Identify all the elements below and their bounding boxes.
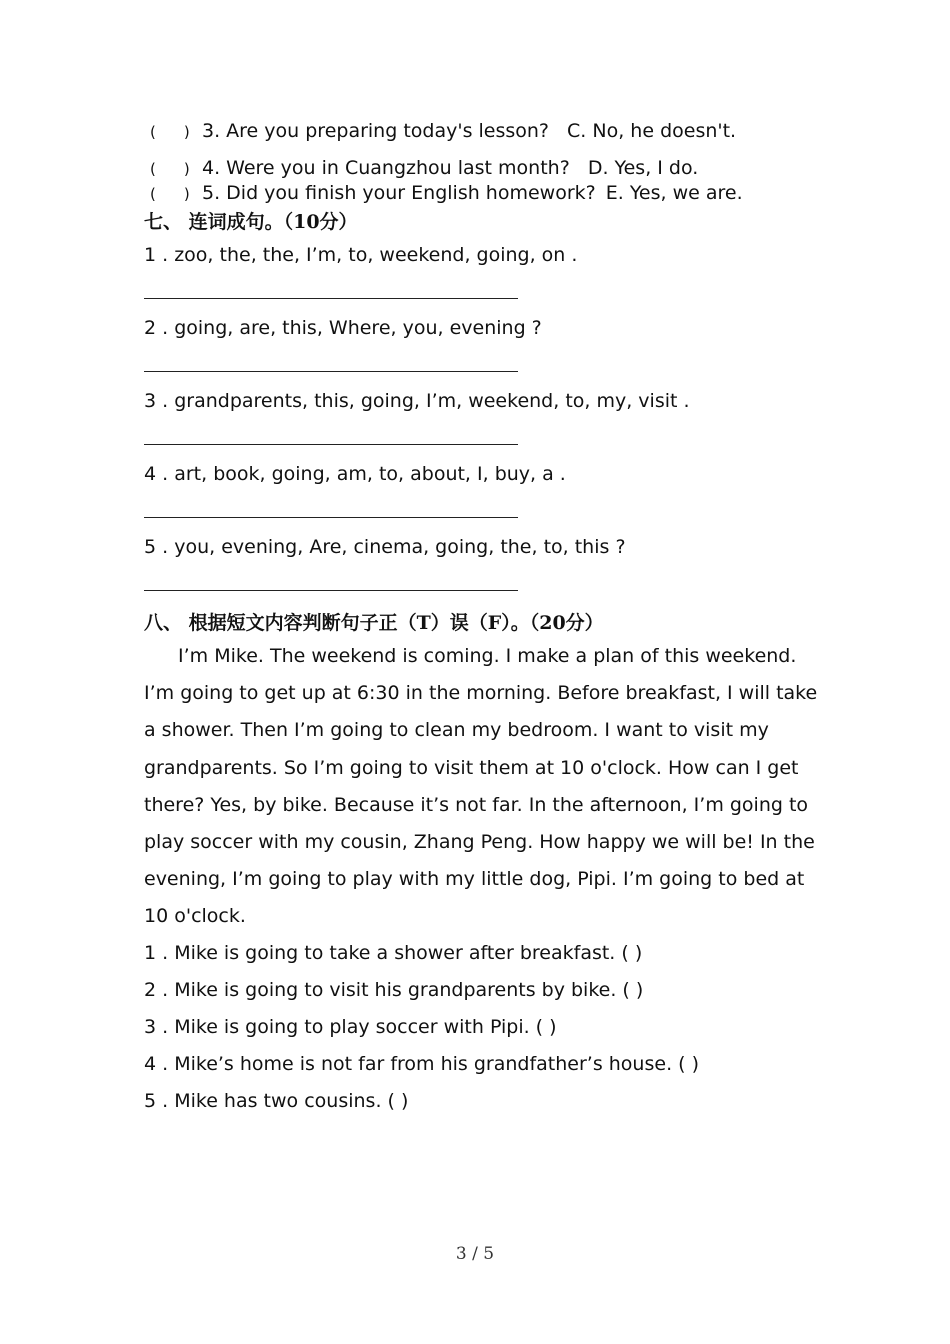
tf-question-3: 3 . Mike is going to play soccer with Pipi. ( ): [144, 1016, 557, 1038]
answer-line-5[interactable]: [144, 590, 518, 591]
matching-item-4: [150, 157, 698, 179]
matching-question: 5. Did you finish your English homework?: [202, 182, 596, 204]
reading-passage: I’m Mike. The weekend is coming. I make a plan of this weekend. I’m going to get up at 6:30 in the morning. Before breakfast, I will take a shower. Then I’m going to clean my bedroom. I want to visit my grandparents. So I’m going to visit them at 10 o'clock. How can I get there? Yes, by bike. Because it’s not far. In the afternoon, I’m going to play soccer with my cousin, Zhang Peng. How happy we will be! In the evening, I’m going to play with my little dog, Pipi. I’m going to bed at 10 o'clock.: [144, 645, 818, 928]
section-7-title: 七、 连词成句。（10分）: [144, 211, 358, 233]
answer-blank[interactable]: ( ): [150, 123, 190, 141]
matching-answer: E. Yes, we are.: [605, 182, 743, 204]
matching-answer: D. Yes, I do.: [587, 157, 699, 179]
answer-line-2[interactable]: [144, 371, 518, 372]
matching-answer: C. No, he doesn't.: [567, 120, 737, 142]
matching-question: 4. Were you in Cuangzhou last month?: [202, 157, 570, 179]
tf-question-1: 1 . Mike is going to take a shower after breakfast. ( ): [144, 942, 643, 964]
answer-blank[interactable]: ( ): [150, 160, 190, 178]
reorder-item-4: 4 . art, book, going, am, to, about, I, buy, a .: [144, 463, 566, 485]
reorder-item-3: 3 . grandparents, this, going, I’m, weekend, to, my, visit .: [144, 390, 690, 412]
tf-question-2: 2 . Mike is going to visit his grandparents by bike. ( ): [144, 979, 644, 1001]
reorder-item-5: 5 . you, evening, Are, cinema, going, the, to, this ?: [144, 536, 626, 558]
tf-question-4: 4 . Mike’s home is not far from his grandfather’s house. ( ): [144, 1053, 700, 1075]
matching-item-5: [150, 182, 743, 204]
page-number: 3 / 5: [455, 1244, 495, 1264]
answer-line-1[interactable]: [144, 298, 518, 299]
matching-item-3: [150, 120, 736, 142]
tf-question-5: 5 . Mike has two cousins. ( ): [144, 1090, 409, 1112]
answer-blank[interactable]: ( ): [150, 185, 190, 203]
reorder-item-2: 2 . going, are, this, Where, you, evening ?: [144, 317, 542, 339]
section-8-title: 八、 根据短文内容判断句子正（T）误（F）。（20分）: [144, 612, 604, 634]
matching-question: 3. Are you preparing today's lesson?: [202, 120, 550, 142]
answer-line-3[interactable]: [144, 444, 518, 445]
answer-line-4[interactable]: [144, 517, 518, 518]
reorder-item-1: 1 . zoo, the, the, I’m, to, weekend, going, on .: [144, 244, 578, 266]
